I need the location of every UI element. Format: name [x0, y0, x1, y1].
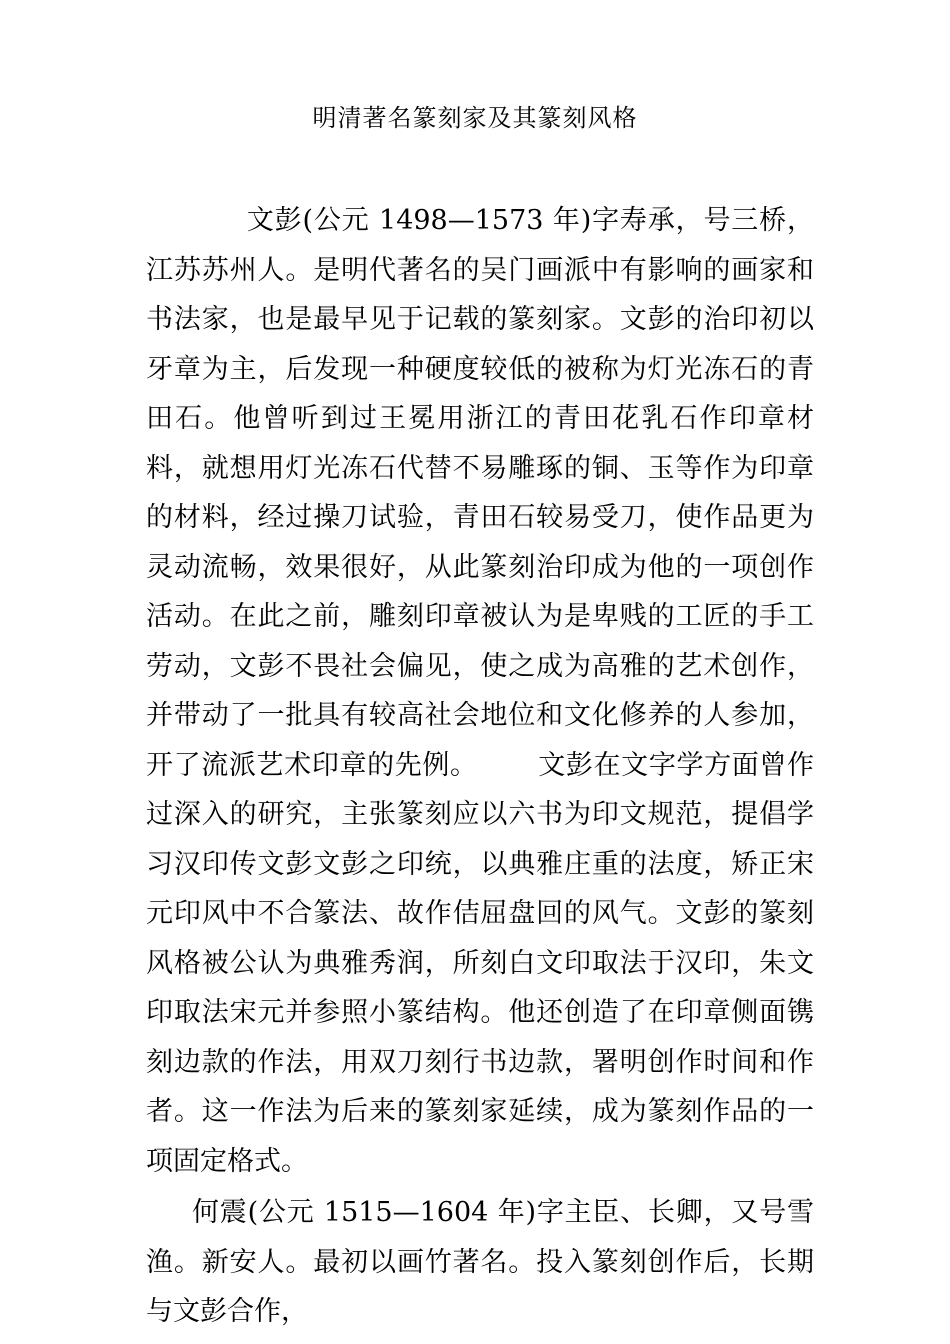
- document-title: 明清著名篆刻家及其篆刻风格: [312, 104, 638, 132]
- paragraph-wen-peng-part1: 文彭(公元 1498—1573 年)字寿承，号三桥，江苏苏州人。是明代著名的吴门画派中有影响的画家和书法家，也是最早见于记载的篆刻家。文彭的治印初以牙章为主，后发现一种硬度较低的被称为灯光冻石的青田石。他曾听到过王冕用浙江的青田花乳石作印章材料，就想用灯光冻石代替不易雕琢的铜、玉等作为印章的材料，经过操刀试验，青田石较易受刀，使作品更为灵动流畅，效果很好，从此篆刻治印成为他的一项创作活动。在此之前，雕刻印章被认为是卑贱的工匠的手工劳动，文彭不畏社会偏见，使之成为高雅的艺术创作，并带动了一批具有较高社会地位和文化修养的人参加，开了流派艺术印章的先例。: [146, 205, 814, 781]
- paragraph-he-zhen: 何震(公元 1515—1604 年)字主臣、长卿，又号雪渔。新安人。最初以画竹著名。投入篆刻创作后，长期与文彭合作，: [146, 1197, 814, 1327]
- document-body: [146, 196, 814, 1337]
- paragraph-wen-peng-part2: 文彭在文字学方面曾作过深入的研究，主张篆刻应以六书为印文规范，提倡学习汉印传文彭文彭之印统，以典雅庄重的法度，矫正宋元印风中不合篆法、故作佶屈盘回的风气。文彭的篆刻风格被公认为典雅秀润，所刻白文印取法于汉印，朱文印取法宋元并参照小篆结构。他还创造了在印章侧面镌刻边款的作法，用双刀刻行书边款，署明创作时间和作者。这一作法为后来的篆刻家延续，成为篆刻作品的一项固定格式。: [146, 749, 815, 1177]
- paragraph-wen-peng: [146, 196, 814, 1186]
